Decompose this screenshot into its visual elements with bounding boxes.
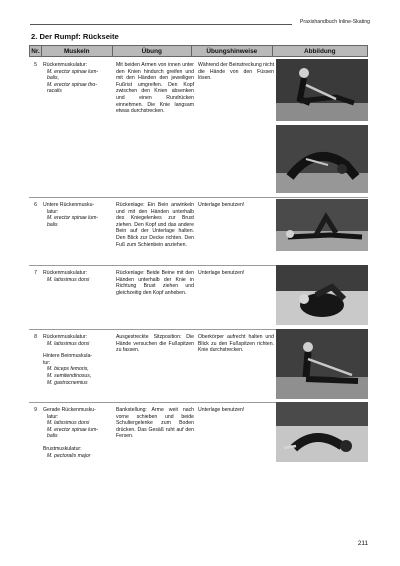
table-row-7 [29,265,368,330]
muscle-line: M. gastrocnemius [47,379,88,386]
table-row-6 [29,197,368,266]
column-header-abbildung: Abbildung [303,48,336,55]
table-row-8 [29,329,368,403]
exercise-hints: Unterlage benutzen! [198,202,245,208]
muscle-line: M. erector spinae tho- [47,81,98,88]
muscle-line: Rückenmuskulatur: [43,270,87,276]
photo-7-double-knee-to-chest [276,265,368,325]
table-header [29,45,368,57]
photo-9-child-pose-arms-forward [276,402,368,462]
muscle-line: balis, [47,75,60,82]
exercise-description: Rückenlage: Ein Bein anwinkeln und mit den Händen unterhalb des Kniegelenkes zur Brust ziehen. Den Kopf und das andere Bein auf der Unterlage halten. Den Blick zur Decke richten. Den Fuß zum Schienbein anziehen. [116,202,194,248]
muscle-line: tur: [43,359,51,366]
muscle-line: M. pectoralis major [47,452,91,459]
header-rule [30,24,292,25]
muscle-line: Hintere Beinmuskula- [43,353,93,360]
photo-5a-seated-holding-feet [276,59,368,121]
muscle-line: M. erector spinae lum- [47,215,99,222]
exercise-hints: Unterlage benutzen! [198,407,245,413]
muscle-line: M. latissimus dorsi [47,340,90,347]
muscle-line: M. erector spinae lum- [47,68,99,75]
muscles-cell [43,407,111,459]
muscles-cell [43,62,111,95]
muscles-cell [43,270,111,283]
row-number: 6 [34,202,37,208]
running-header [30,17,370,27]
muscle-line: M. erector spinae lum- [47,426,99,433]
muscle-line: latur: [47,413,59,420]
muscle-line: Untere Rückenmusku- [43,202,95,208]
table-row-5 [29,57,368,198]
row-number: 7 [34,270,37,276]
exercise-description: Rückenlage: Beide Beine mit den Händen unterhalb der Knie in Richtung Brust ziehen und gleichzeitig den Kopf anheben. [116,270,194,296]
muscle-line: M. latissimus dorsi [47,420,90,427]
muscle-line: balis [47,433,58,440]
section-title: 2. Der Rumpf: Rückseite [31,32,119,41]
photo-6-single-knee-to-chest [276,199,368,251]
muscle-line: Rückenmuskulatur: [43,334,87,340]
column-header-hinweise: Übungshinweise [192,46,273,56]
row-number: 5 [34,62,37,68]
muscles-cell [43,202,111,228]
muscle-line: M. biceps femoris, [47,366,89,373]
muscle-line: balis [47,221,58,228]
column-header-muskeln: Muskeln [42,46,113,56]
running-title: Praxishandbuch Inline-Skating [299,19,370,25]
exercise-hints: Oberkörper aufrecht halten und Blick zu den Fußspitzen richten. Knie durchstrecken. [198,334,274,354]
exercise-description: Bankstellung: Arme weit nach vorne schieben und beide Schultergelenke zum Boden drücken. Das Gesäß ruht auf den Fersen. [116,407,194,440]
muscle-line: M. semitendinosus, [47,372,92,379]
exercise-hints: Während der Beinstreckung nicht die Hände von den Füssen lösen. [198,62,275,82]
page-number: 211 [357,540,368,547]
row-number: 8 [34,334,37,340]
photo-8-seated-reach-to-toes [276,329,368,399]
exercise-description: Ausgestreckte Sitzposition: Die Hände versuchen die Fußspitzen zu fassen. [116,334,194,354]
muscle-line: Brustmuskulatur: [43,445,82,452]
muscle-line: Rückenmuskulatur: [43,62,87,68]
table-row-9 [29,402,368,474]
exercise-table [29,45,368,459]
row-number: 9 [34,407,37,413]
muscle-line: latur: [47,208,59,215]
column-header-nr: Nr. [30,46,42,56]
muscle-line: M. latissimus dorsi [47,276,90,283]
muscles-cell [43,334,111,386]
photo-5b-forward-fold [276,125,368,193]
muscle-line: racalis [47,88,62,95]
exercise-hints: Unterlage benutzen! [198,270,245,276]
column-header-uebung: Übung [113,46,193,56]
muscle-line: Gerade Rückenmusku- [43,407,96,413]
exercise-description: Mit beiden Armen von innen unter den Knien hindurch greifen und mit den Händen den jeweiligen Fußrist umgreifen. Den Kopf zwischen den Knien absenken und einen Rundrücken einnehmen. Die Knie langsam etwas durchstrecken. [116,62,194,115]
